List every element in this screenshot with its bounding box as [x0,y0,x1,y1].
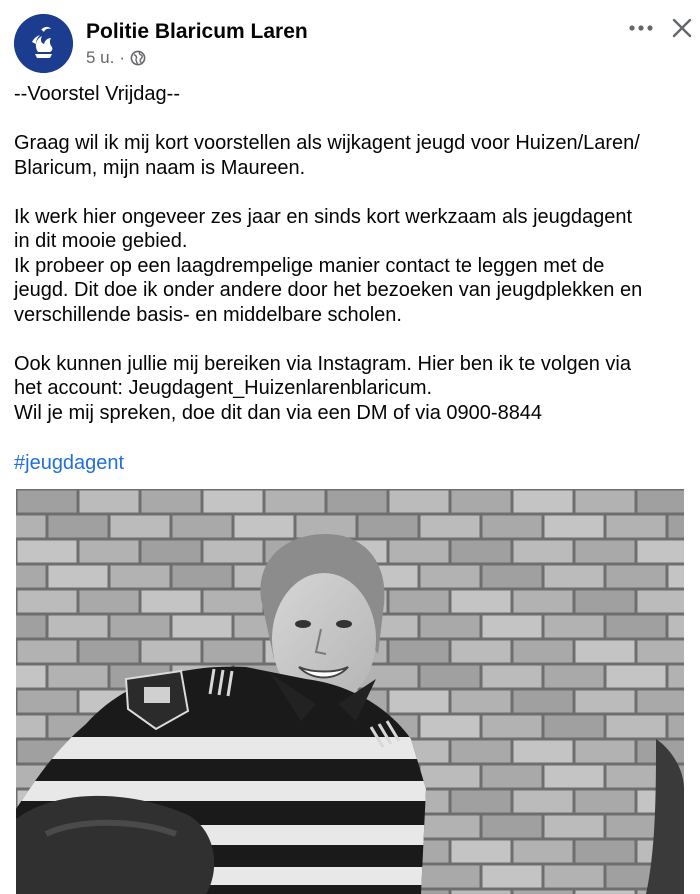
brick [16,689,78,714]
brick [388,539,450,564]
brick [78,589,140,614]
more-options-button[interactable] [626,16,656,40]
brick [419,664,481,689]
brick [636,539,684,564]
brick [636,689,684,714]
brick [481,514,543,539]
brick [202,639,264,664]
brick [605,514,667,539]
brick [450,789,512,814]
brick [512,739,574,764]
brick [512,639,574,664]
brick [512,889,574,894]
brick [171,614,233,639]
brick [450,839,512,864]
globe-icon [130,50,146,66]
brick [574,739,636,764]
close-button[interactable] [668,14,696,42]
brick [450,689,512,714]
brick [481,564,543,589]
text-line: Ik werk hier ongeveer zes jaar en sinds kort werkzaam als jeugdagent [14,205,633,228]
brick [202,539,264,564]
brick [16,614,47,639]
post-photo[interactable] [16,489,684,894]
brick [109,564,171,589]
brick [171,514,233,539]
text-line: Graag wil ik mij kort voorstellen als wijkagent jeugd voor Huizen/Laren/ [14,132,640,154]
brick [202,489,264,514]
text-line: Ik probeer op een laagdrempelige manier contact te leggen met de [14,254,605,277]
brick [16,489,78,514]
brick [140,489,202,514]
brick [574,689,636,714]
brick [636,489,684,514]
brick [78,639,140,664]
brick [512,539,574,564]
brick [481,664,543,689]
brick [574,889,636,894]
brick [512,839,574,864]
brick [16,589,78,614]
brick [140,639,202,664]
police-badge-icon [14,14,73,73]
brick [636,639,684,664]
text-line: Wil je mij spreken, doe dit dan via een DM of via 0900-8844 [14,401,543,424]
brick [47,514,109,539]
brick [481,814,543,839]
brick [16,714,47,739]
brick [171,564,233,589]
brick [47,664,109,689]
brick [512,589,574,614]
brick [667,614,684,639]
brick [450,489,512,514]
brick [605,714,667,739]
post-text [14,82,690,425]
brick [16,639,78,664]
brick [419,564,481,589]
brick [667,664,684,689]
officer-photo [16,489,684,894]
text-line: Blaricum, mijn naam is Maureen. [14,156,306,179]
brick [450,589,512,614]
brick [543,564,605,589]
close-icon [670,16,694,40]
brick [16,664,47,689]
brick [388,489,450,514]
brick [512,789,574,814]
brick [512,689,574,714]
post-header [0,0,700,80]
brick [667,714,684,739]
brick [47,564,109,589]
brick [419,764,481,789]
brick [481,764,543,789]
brick [667,514,684,539]
brick [543,514,605,539]
text-line: Ook kunnen jullie mij bereiken via Instagram. Hier ben ik te volgen via [14,352,631,375]
brick [419,514,481,539]
brick [16,564,47,589]
brick [543,714,605,739]
brick [574,539,636,564]
brick [605,614,667,639]
brick [419,614,481,639]
more-horizontal-icon [628,24,654,32]
page-name[interactable]: Politie Blaricum Laren [86,20,308,43]
brick [636,589,684,614]
brick [543,664,605,689]
brick [388,639,450,664]
brick [450,539,512,564]
brick [450,639,512,664]
brick [109,514,171,539]
brick [574,489,636,514]
brick [357,514,419,539]
brick [16,539,78,564]
brick [574,639,636,664]
brick [140,589,202,614]
text-line: verschillende basis- en middelbare scholen. [14,303,402,326]
brick [47,614,109,639]
text-line: --Voorstel Vrijdag-- [14,83,180,105]
brick [543,614,605,639]
page-avatar[interactable] [14,14,73,73]
brick [419,714,481,739]
brick [419,814,481,839]
post-meta [86,47,146,69]
brick [512,489,574,514]
brick [233,514,295,539]
brick [574,789,636,814]
text-line: jeugd. Dit doe ik onder andere door het bezoeken van jeugdplekken en [14,279,643,301]
meta-separator: · [119,48,126,67]
brick [543,864,605,889]
brick [78,489,140,514]
brick [109,614,171,639]
brick [264,489,326,514]
brick [543,764,605,789]
brick [605,564,667,589]
text-line: in dit mooie gebied. [14,230,188,252]
brick [419,864,481,889]
brick [481,864,543,889]
brick [667,564,684,589]
brick [450,739,512,764]
hashtag-link[interactable]: #jeugdagent [14,452,125,474]
brick [574,839,636,864]
brick [16,514,47,539]
post-time[interactable]: 5 u. [86,48,115,67]
brick [326,489,388,514]
brick [481,714,543,739]
brick [202,589,264,614]
brick [450,889,512,894]
brick [78,539,140,564]
brick [481,614,543,639]
brick [543,814,605,839]
brick [388,589,450,614]
brick [388,689,450,714]
brick [140,539,202,564]
text-line: het account: Jeugdagent_Huizenlarenblaricum. [14,377,433,399]
brick [605,664,667,689]
brick [574,589,636,614]
